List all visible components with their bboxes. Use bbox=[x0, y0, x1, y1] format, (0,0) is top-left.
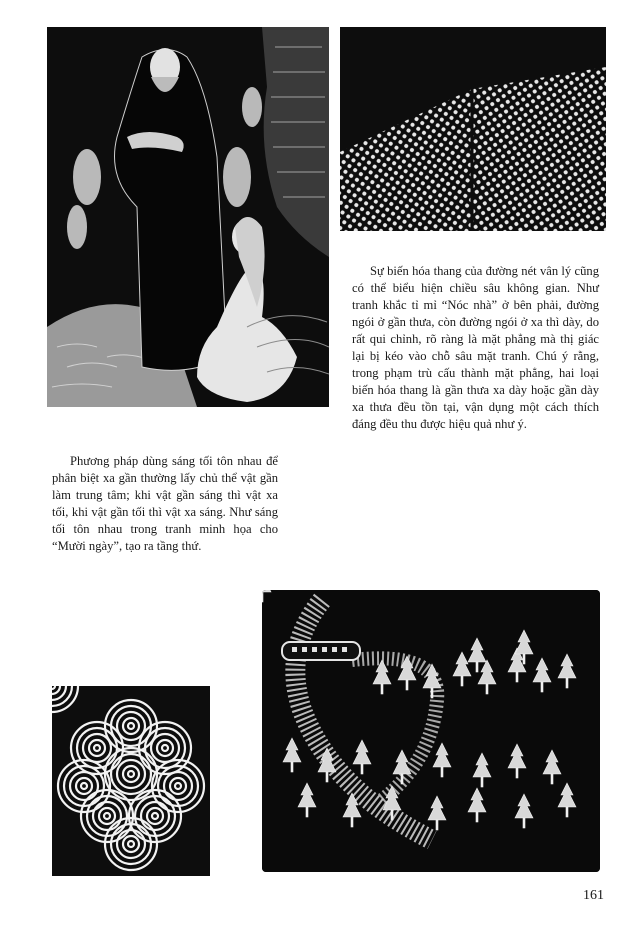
right-paragraph: Sự biến hóa thang của đường nét vân lý cũng có thể biểu hiện chiều sâu không gian. Như tranh khắc tỉ mỉ “Nóc nhà” ở bên phải, đường ngói ở gần thưa, còn đường ngói ở xa thì dày, do rất qui chỉnh, rõ ràng là mặt phẳng mà thị giác lại bị kéo vào chỗ sâu mặt tranh. Chú ý rằng, trong phạm trù cấu thành mặt phẳng, hai loại biến hóa thang là gần thưa xa dày hoặc gần dày xa thưa đều tồn tại, vận dụng một cách thích đáng đều thu được hiệu quả như ý. bbox=[352, 264, 599, 431]
page-number: 161 bbox=[583, 888, 604, 903]
concentric-circles-pattern bbox=[52, 686, 210, 876]
woodcut-illustration bbox=[47, 27, 329, 407]
roof-pattern-engraving bbox=[340, 27, 606, 231]
left-paragraph: Phương pháp dùng sáng tối tôn nhau để phân biệt xa gần thường lấy chủ thể vật gần làm trung tâm; khi vật gần sáng thì vật xa tối, khi vật gần tối thì vật xa sáng. Như sáng tối tôn nhau trong tranh minh họa cho “Mười ngày”, tạo ra tầng thứ. bbox=[52, 454, 278, 553]
train-forest-illustration bbox=[262, 590, 600, 872]
